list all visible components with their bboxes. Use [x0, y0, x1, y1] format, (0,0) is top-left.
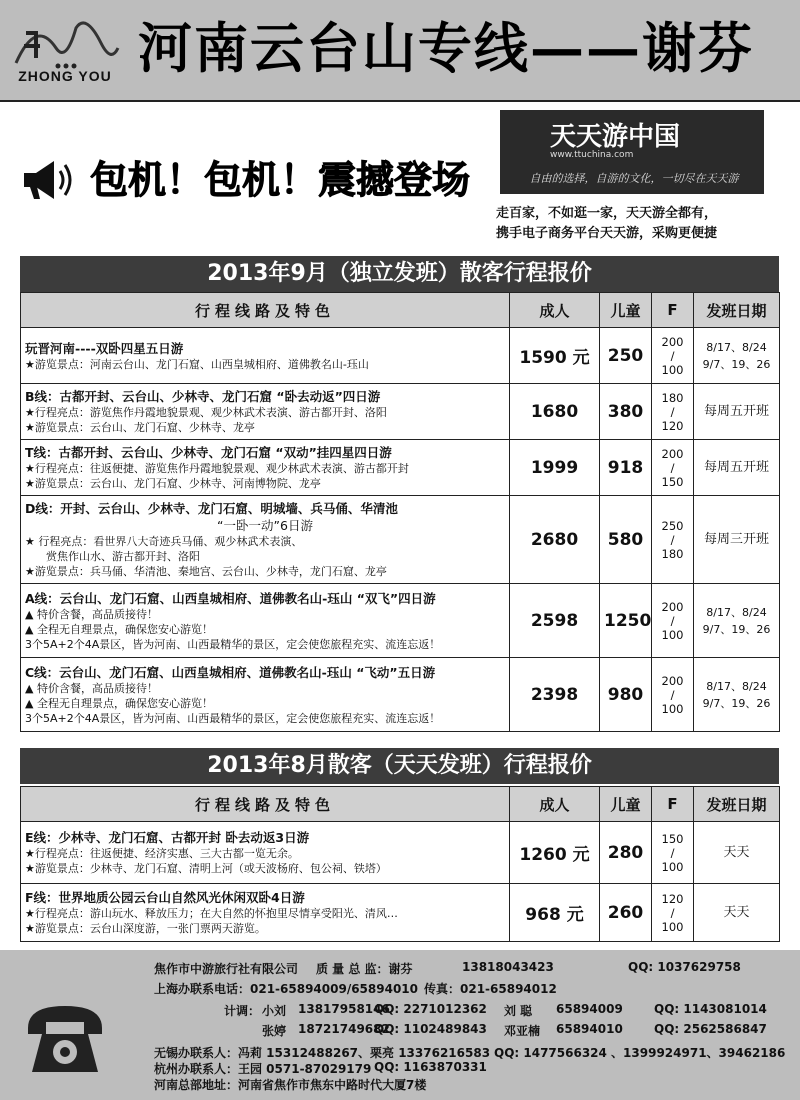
departure-date — [694, 328, 780, 384]
header-date: 发班日期 — [694, 293, 780, 328]
hangzhou-qq: QQ: 1163870331 — [374, 1060, 487, 1074]
route-line: ★游览景点：云台山深度游，一张门票两天游览。 — [25, 922, 266, 935]
table-row — [21, 584, 780, 658]
child-price: 260 — [600, 884, 652, 942]
adult-price: 2598 — [510, 584, 600, 658]
f-value-top: 200 — [661, 446, 684, 461]
table-row — [21, 384, 780, 440]
adult-price: 1260 元 — [510, 822, 600, 884]
promo-text: 包机！包机！震撼登场 — [90, 158, 471, 202]
f-separator: / — [670, 905, 675, 920]
brand-box — [500, 110, 764, 194]
price-table-september — [20, 292, 780, 732]
f-price — [652, 440, 694, 496]
header-child: 儿童 — [600, 293, 652, 328]
route-line: ▲ 全程无自理景点，确保您安心游览！ — [25, 622, 213, 636]
adult-price: 2398 — [510, 658, 600, 732]
hq-address: 河南总部地址：河南省焦作市焦东中路时代大厦7楼 — [154, 1078, 427, 1092]
departure-date: 天天 — [694, 822, 780, 884]
f-price — [652, 328, 694, 384]
f-value-bottom: 100 — [661, 859, 684, 874]
page-title: 河南云台山专线——谢芬 — [138, 16, 754, 80]
departure-date — [694, 584, 780, 658]
table-row — [21, 822, 780, 884]
route-cell — [21, 822, 510, 884]
f-value-bottom: 100 — [661, 701, 684, 716]
child-price: 980 — [600, 658, 652, 732]
adult-price: 968 元 — [510, 884, 600, 942]
planner-label: 计调： — [224, 1004, 261, 1018]
brand-url: www.ttuchina.com — [550, 150, 634, 160]
route-title: D线：开封、云台山、少林寺、龙门石窟、明城墙、兵马俑、华清池 — [25, 501, 398, 516]
f-separator: / — [670, 460, 675, 475]
wuxi-contact: 无锡办联系人：冯莉 15312488267、栗亮 13376216583 — [154, 1046, 491, 1060]
route-title: 玩晋河南----双卧四星五日游 — [25, 340, 184, 356]
route-line: ★行程亮点：游山玩水、释放压力；在大自然的怀抱里尽情享受阳光、清风… — [25, 907, 398, 920]
planner-qq: QQ: 2562586847 — [654, 1022, 767, 1036]
brand-slogan: 自由的选择，自游的文化，一切尽在天天游 — [529, 172, 739, 185]
f-price — [652, 384, 694, 440]
header-adult: 成人 — [510, 787, 600, 822]
child-price: 580 — [600, 496, 652, 584]
f-separator: / — [670, 613, 675, 628]
planner-name: 邓亚楠 — [504, 1024, 541, 1038]
f-price — [652, 584, 694, 658]
adult-price: 1590 元 — [510, 328, 600, 384]
tagline-line-1: 走百家，不如逛一家，天天游全都有， — [496, 206, 718, 221]
header-child: 儿童 — [600, 787, 652, 822]
date-line-2: 9/7、19、26 — [702, 696, 771, 710]
planner-qq: QQ: 1143081014 — [654, 1002, 767, 1016]
table-row — [21, 440, 780, 496]
date-line-2: 9/7、19、26 — [702, 622, 771, 636]
price-table-august — [20, 786, 780, 942]
planner-phone: 18721749682 — [298, 1022, 390, 1036]
planner-phone: 65894010 — [556, 1022, 623, 1036]
f-price — [652, 658, 694, 732]
planner-name: 小刘 — [262, 1004, 287, 1018]
route-cell — [21, 384, 510, 440]
date-line-1: 8/17、8/24 — [706, 605, 767, 619]
route-subtitle: “一卧一动”6日游 — [217, 518, 313, 533]
f-separator: / — [670, 687, 675, 702]
route-title: B线：古都开封、云台山、少林寺、龙门石窟 “卧去动返”四日游 — [25, 389, 381, 404]
route-line: 赏焦作山水、游古都开封、洛阳 — [25, 550, 200, 563]
child-price: 1250 — [600, 584, 652, 658]
f-separator: / — [670, 348, 675, 363]
route-line: ★游览景点：兵马俑、华清池、秦地宫、云台山、少林寺，龙门石窟、龙亭 — [25, 565, 387, 578]
f-separator: / — [670, 845, 675, 860]
f-value-top: 200 — [661, 673, 684, 688]
route-line: ★游览景点：云台山、龙门石窟、少林寺、河南博物院、龙亭 — [25, 477, 321, 490]
route-title: A线：云台山、龙门石窟、山西皇城相府、道佛教名山-珏山 “双飞”四日游 — [25, 590, 436, 606]
adult-price: 1680 — [510, 384, 600, 440]
route-line: ★行程亮点：往返便捷、经济实惠、三大古都一览无余。 — [25, 847, 299, 860]
route-title: T线：古都开封、云台山、少林寺、龙门石窟 “双动”挂四星四日游 — [25, 445, 392, 460]
planner-qq: QQ: 2271012362 — [374, 1002, 487, 1016]
planner-name: 张婷 — [262, 1024, 287, 1038]
f-value-bottom: 100 — [661, 919, 684, 934]
route-line: ▲ 特价含餐，高品质接待！ — [25, 607, 158, 621]
table-header-row — [21, 787, 780, 822]
header-f: F — [652, 293, 694, 328]
route-line: ★ 行程亮点：看世界八大奇迹兵马俑、观少林武术表演、 — [25, 535, 303, 548]
header-f: F — [652, 787, 694, 822]
f-value-top: 200 — [661, 334, 684, 349]
planner-qq: QQ: 1102489843 — [374, 1022, 487, 1036]
f-value-top: 250 — [661, 518, 684, 533]
route-line: ▲ 全程无自理景点，确保您安心游览！ — [25, 696, 213, 710]
departure-date: 每周五开班 — [694, 440, 780, 496]
f-separator: / — [670, 532, 675, 547]
header-route: 行程线路及特色 — [21, 293, 510, 328]
f-value-bottom: 120 — [661, 418, 684, 433]
table-row — [21, 496, 780, 584]
departure-date: 天天 — [694, 884, 780, 942]
f-value-bottom: 100 — [661, 362, 684, 377]
route-cell — [21, 658, 510, 732]
route-cell — [21, 496, 510, 584]
f-value-bottom: 100 — [661, 627, 684, 642]
telephone-icon — [22, 998, 108, 1078]
table-row — [21, 884, 780, 942]
section-title-august: 2013年8月散客（天天发班）行程报价 — [20, 748, 779, 784]
footer-contacts — [0, 950, 800, 1100]
date-line-1: 8/17、8/24 — [706, 679, 767, 693]
megaphone-icon — [20, 155, 80, 205]
main-qq: QQ: 1037629758 — [628, 960, 741, 974]
route-line: ★游览景点：河南云台山、龙门石窟、山西皇城相府、道佛教名山-珏山 — [25, 357, 369, 371]
f-value-top: 120 — [661, 891, 684, 906]
wuxi-qq: QQ: 1477566324 、1399924971、39462186 — [494, 1046, 786, 1060]
route-cell — [21, 328, 510, 384]
route-cell — [21, 884, 510, 942]
date-line-1: 8/17、8/24 — [706, 340, 767, 354]
shanghai-phone: 上海办联系电话：021-65894009/65894010 — [154, 982, 419, 996]
header-banner — [0, 0, 800, 102]
route-line: 3个5A+2个4A景区，皆为河南、山西最精华的景区，定会使您旅程充实、流连忘返！ — [25, 711, 441, 725]
table-row — [21, 658, 780, 732]
f-value-top: 150 — [661, 831, 684, 846]
route-title: C线：云台山、龙门石窟、山西皇城相府、道佛教名山-珏山 “飞动”五日游 — [25, 664, 436, 680]
child-price: 918 — [600, 440, 652, 496]
child-price: 380 — [600, 384, 652, 440]
route-cell — [21, 440, 510, 496]
header-route: 行程线路及特色 — [21, 787, 510, 822]
f-price — [652, 884, 694, 942]
quality-director: 质 量 总 监：谢芬 — [316, 962, 413, 976]
departure-date — [694, 658, 780, 732]
route-line: ★游览景点：少林寺、龙门石窟、清明上河（或天波杨府、包公祠、铁塔） — [25, 862, 387, 875]
tagline-line-2: 携手电子商务平台天天游，采购更便捷 — [496, 226, 718, 241]
date-line-2: 9/7、19、26 — [702, 357, 771, 371]
table-header-row — [21, 293, 780, 328]
route-title: E线：少林寺、龙门石窟、古都开封 卧去动返3日游 — [25, 830, 310, 845]
f-price — [652, 496, 694, 584]
planner-phone: 13817958146 — [298, 1002, 390, 1016]
f-value-top: 200 — [661, 599, 684, 614]
route-line: 3个5A+2个4A景区，皆为河南、山西最精华的景区，定会使您旅程充实、流连忘返！ — [25, 637, 441, 651]
route-title: F线：世界地质公园云台山自然风光休闲双卧4日游 — [25, 890, 305, 905]
route-cell — [21, 584, 510, 658]
hangzhou-contact: 杭州办联系人：王园 0571-87029179 — [154, 1062, 372, 1076]
route-line: ★游览景点：云台山、龙门石窟、少林寺、龙亭 — [25, 421, 255, 434]
company-name: 焦作市中游旅行社有限公司 — [154, 962, 299, 976]
fax: 传真：021-65894012 — [424, 982, 557, 996]
header-adult: 成人 — [510, 293, 600, 328]
f-value-top: 180 — [661, 390, 684, 405]
f-value-bottom: 150 — [661, 474, 684, 489]
tagline — [496, 204, 796, 244]
child-price: 280 — [600, 822, 652, 884]
route-line: ▲ 特价含餐，高品质接待！ — [25, 681, 158, 695]
adult-price: 2680 — [510, 496, 600, 584]
promo-banner — [20, 145, 490, 215]
route-line: ★行程亮点：往返便捷、游览焦作丹霞地貌景观、观少林武术表演、游古都开封 — [25, 462, 409, 475]
departure-date: 每周五开班 — [694, 384, 780, 440]
header-date: 发班日期 — [694, 787, 780, 822]
departure-date: 每周三开班 — [694, 496, 780, 584]
logo-text: ZHONG YOU — [18, 68, 112, 84]
table-row — [21, 328, 780, 384]
child-price: 250 — [600, 328, 652, 384]
brand-name: 天天游中国 — [550, 122, 681, 152]
route-line: ★行程亮点：游览焦作丹霞地貌景观、观少林武术表演、游古都开封、洛阳 — [25, 406, 387, 419]
f-separator: / — [670, 404, 675, 419]
f-value-bottom: 180 — [661, 546, 684, 561]
section-title-september: 2013年9月（独立发班）散客行程报价 — [20, 256, 779, 292]
f-price — [652, 822, 694, 884]
adult-price: 1999 — [510, 440, 600, 496]
quality-director-phone: 13818043423 — [462, 960, 554, 974]
planner-phone: 65894009 — [556, 1002, 623, 1016]
planner-name: 刘 聪 — [504, 1004, 533, 1018]
